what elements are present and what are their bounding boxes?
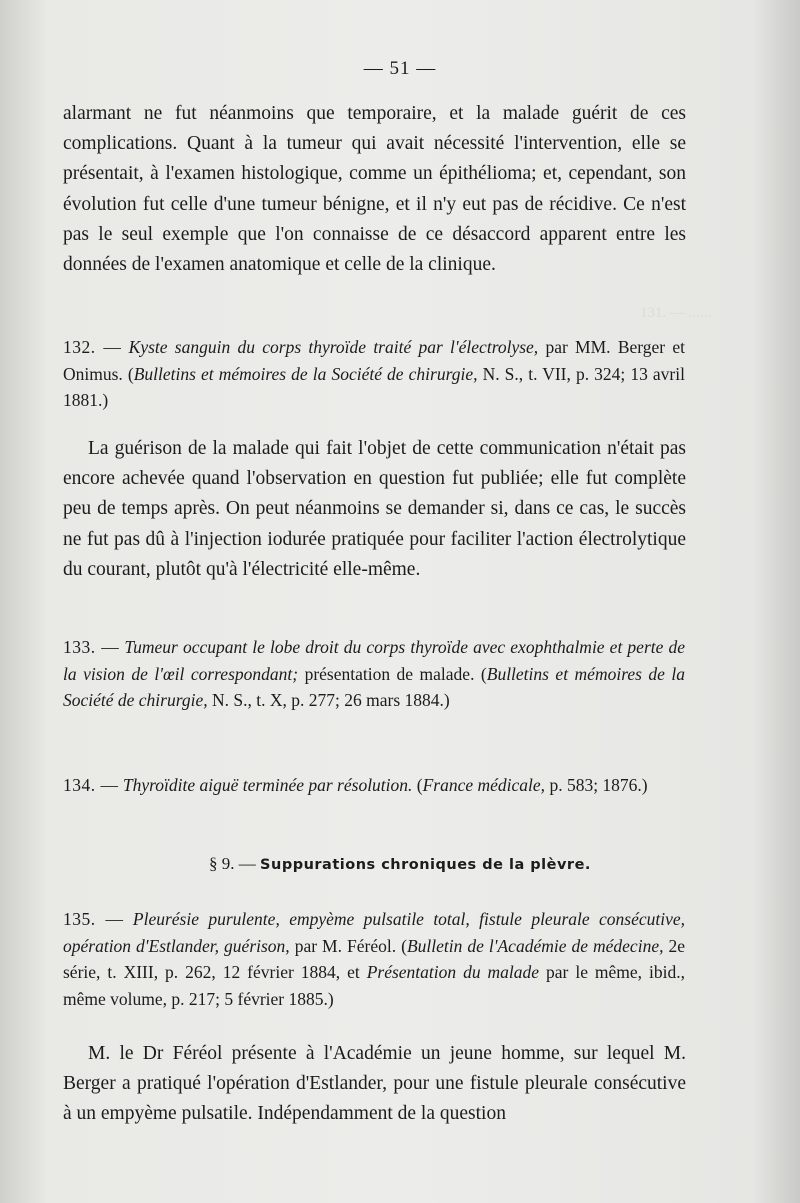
entry-number: 135. — <box>63 909 124 929</box>
entry-title: Kyste sanguin du corps thyroïde traité par l'électrolyse, <box>128 337 539 357</box>
section-prefix: § 9. — <box>209 854 256 873</box>
bibliography-entry-135 <box>63 906 685 1012</box>
entry-text: présentation de malade. ( <box>304 663 487 684</box>
entry-number: 134. — <box>63 775 119 795</box>
entry-title: Tumeur occupant le lobe droit du corps thyroïde avec exophthalmie et perte de la vision de l'œil correspondant; <box>63 637 686 684</box>
entry-source-2: Présentation du malade <box>366 962 540 982</box>
paragraph-2: La guérison de la malade qui fait l'objet de cette communication n'était pas encore achevée quand l'observation en question fut publiée; elle fut complète peu de temps après. On peut néanmoins se demander si, dans ce cas, le succès ne fut pas dû à l'injection iodurée pratiquée pour faciliter l'action électrolytique du courant, plutôt qu'à l'électricité elle-même. <box>63 438 686 580</box>
section-heading <box>0 854 800 874</box>
bleed-through: 131. — ...... <box>640 305 712 321</box>
entry-details-2: par le même, ibid., même volume, p. 217; 5 février 1885.) <box>63 962 685 1009</box>
entry-source: Bulletins et mémoires de la Société de chirurgie, <box>133 363 478 384</box>
paragraph-3: M. le Dr Féréol présente à l'Académie un jeune homme, sur lequel M. Berger a pratiqué l'opération d'Estlander, pour une fistule pleurale consécutive à un empyème pulsatile. Indépendamment de la question <box>63 1043 686 1125</box>
page-number: — 51 — <box>363 58 437 79</box>
entry-authors: par M. Féréol. ( <box>294 935 407 956</box>
entry-title: Thyroïdite aiguë terminée par résolution. <box>122 775 413 795</box>
entry-source: France médicale, <box>422 775 546 795</box>
entry-details: p. 583; 1876.) <box>549 775 648 795</box>
entry-details: N. S., t. VII, p. 324; 13 avril 1881.) <box>63 363 685 410</box>
entry-title: Pleurésie purulente, empyème pulsatile total, fistule pleurale consécutive, opération d'Estlander, guérison, <box>63 909 686 956</box>
entry-source: Bulletins et mémoires de la Société de chirurgie, <box>63 663 685 710</box>
bibliography-entry-132 <box>63 334 685 414</box>
bibliography-entry-134: 134. — Thyroïdite aiguë terminée par résolution. (France médicale, p. 583; 1876.) <box>63 775 648 795</box>
entry-number: 133. — <box>63 637 120 657</box>
paragraph-1: alarmant ne fut néanmoins que temporaire, et la malade guérit de ces complications. Quant à la tumeur qui avait nécessité l'intervention, elle se présentait, à l'examen histologique, comme un épithélioma; et, cependant, son évolution fut celle d'une tumeur bénigne, et il n'y eut pas de récidive. Ce n'est pas le seul exemple que l'on connaisse de ce désaccord apparent entre les données de l'examen anatomique et celle de la clinique. <box>63 103 686 276</box>
entry-authors: par MM. Berger et Onimus. ( <box>63 337 685 384</box>
entry-details: 2e série, t. XIII, p. 262, 12 février 1884, et <box>63 935 686 982</box>
entry-number: 132. — <box>63 337 122 357</box>
entry-details: N. S., t. X, p. 277; 26 mars 1884.) <box>212 690 450 710</box>
bibliography-entry-133 <box>63 634 685 714</box>
entry-source: Bulletin de l'Académie de médecine, <box>406 935 664 956</box>
section-title: Suppurations chroniques de la plèvre. <box>260 857 591 873</box>
